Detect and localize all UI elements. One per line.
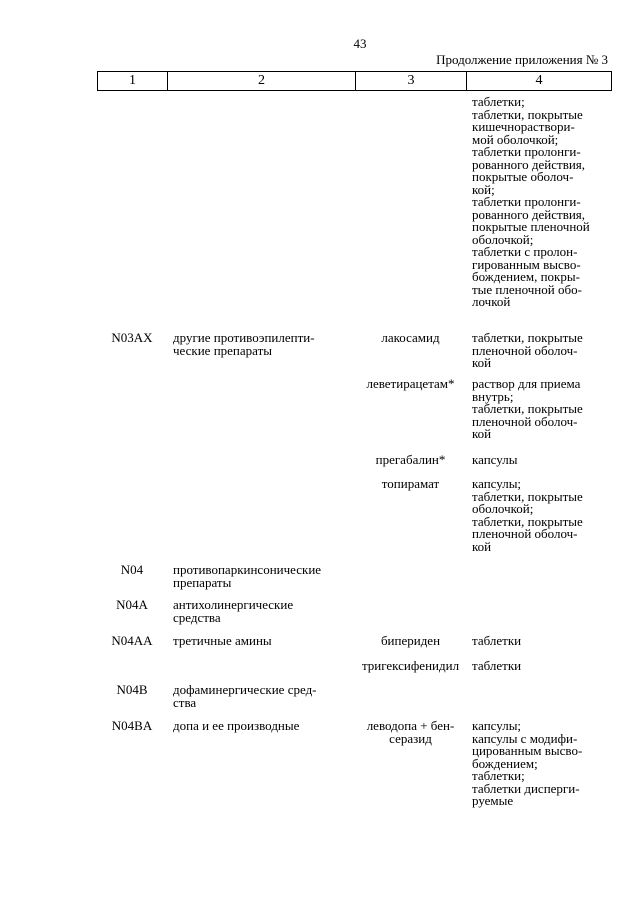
dosage-forms [466,564,611,599]
dosage-forms [466,599,611,635]
atc-code [97,660,167,684]
atc-code: N04AA [111,633,153,648]
atc-code: N04A [116,597,148,612]
group-name: другие противоэпилепти- ческие препараты [173,330,315,358]
table-row [97,720,611,820]
table-row [97,454,611,478]
table-row [97,96,611,332]
drug-name [355,684,466,720]
group-name: противопаркинсонические препараты [173,562,322,590]
drug-name [355,96,466,332]
atc-code [97,378,167,454]
group-name [167,96,355,332]
table-row [97,599,611,635]
continuation-label: Продолжение приложения № 3 [436,52,608,67]
group-name [167,478,355,564]
table-row [97,564,611,599]
drug-name: топирамат [381,476,440,491]
dosage-forms: капсулы [472,452,518,467]
table-row [97,635,611,660]
atc-code: N04BA [111,718,153,733]
drug-name [355,564,466,599]
table-body [97,96,611,820]
table-row [97,684,611,720]
atc-code: N03AX [111,330,153,345]
group-name: допа и ее производные [173,718,300,733]
table-row [97,332,611,378]
dosage-forms: раствор для приема внутрь; таблетки, покрытые пленочной оболоч- кой [472,376,583,441]
atc-code [97,96,167,332]
group-name: дофаминергические сред- ства [173,682,317,710]
atc-code [97,478,167,564]
dosage-forms: таблетки [472,658,522,673]
group-name [167,378,355,454]
drug-name: бипериден [380,633,441,648]
column-header-1: 1 [98,72,168,91]
table-row [97,478,611,564]
dosage-forms: таблетки, покрытые пленочной оболоч- кой [472,330,583,370]
dosage-forms: капсулы; таблетки, покрытые оболочкой; таблетки, покрытые пленочной оболоч- кой [472,476,583,554]
column-header-4: 4 [467,72,612,91]
drug-name: леветирацетам* [366,376,455,391]
group-name: третичные амины [173,633,272,648]
dosage-forms [466,684,611,720]
atc-code: N04B [116,682,148,697]
table-row [97,660,611,684]
drug-name [355,599,466,635]
column-header-3: 3 [356,72,467,91]
group-name: антихолинергические средства [173,597,294,625]
drug-name: леводопа + бен- серазид [366,718,455,746]
drug-name: лакосамид [381,330,440,345]
dosage-forms: таблетки; таблетки, покрытые кишечнораствори- мой оболочкой; таблетки пролонги- рованного действия, покрытые оболоч- кой; таблетки пролонги- рованного действия, покрытые пленочной оболочкой; таблетки с пролон- гированным высво- бождением, покры- тые пленочной обо- лочкой [472,94,590,309]
dosage-forms: таблетки [472,633,522,648]
atc-code [97,454,167,478]
dosage-forms: капсулы; капсулы с модифи- цированным высво- бождением; таблетки; таблетки дисперги- руемые [472,718,583,808]
drug-name: прегабалин* [375,452,446,467]
atc-code: N04 [120,562,144,577]
column-header-2: 2 [168,72,356,91]
drug-name: тригексифенидил [361,658,460,673]
page-number: 43 [353,36,367,51]
group-name [167,660,355,684]
group-name [167,454,355,478]
table-row [97,378,611,454]
table-header [97,71,612,91]
